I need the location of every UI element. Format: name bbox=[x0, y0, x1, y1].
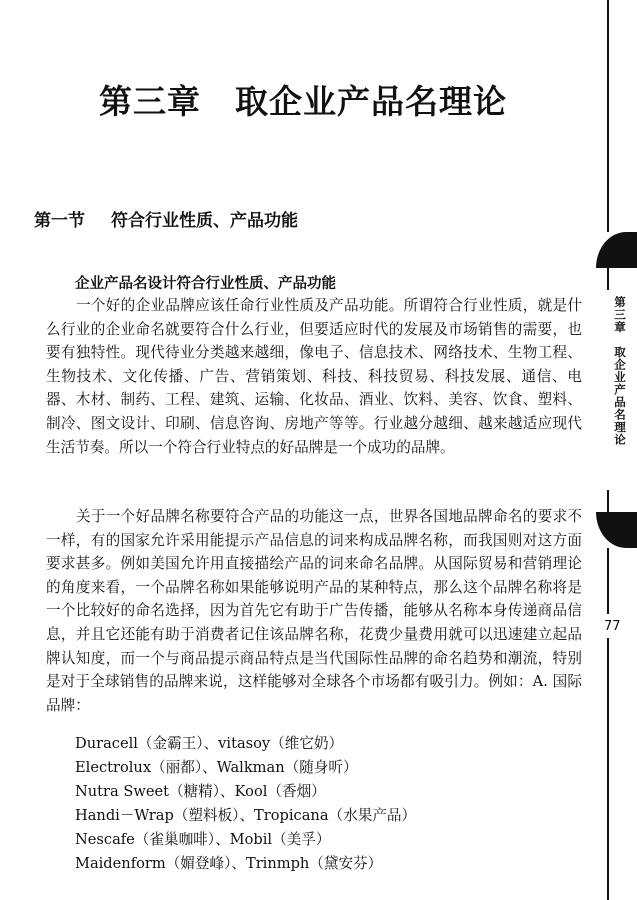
brand-example-line: Handi－Wrap（塑料板）、Tropicana（水果产品） bbox=[75, 807, 417, 824]
side-rule-upper bbox=[607, 268, 609, 290]
brand-example-line: Nescafe（雀巢咖啡）、Mobil（美孚） bbox=[75, 831, 331, 848]
brand-example-line: Electrolux（丽都）、Walkman（随身听） bbox=[75, 759, 358, 776]
side-chapter-label: 第三章 取企业产品名理论 bbox=[613, 296, 627, 446]
brand-example-line: Maidenform（媚登峰）、Trinmph（黛安芬） bbox=[75, 855, 383, 872]
side-rule-bottom bbox=[607, 638, 609, 900]
brand-example-line: Duracell（金霸王）、vitasoy（维它奶） bbox=[75, 735, 344, 752]
chapter-title: 第三章 取企业产品名理论 bbox=[99, 82, 507, 121]
brand-example-line: Nutra Sweet（糖精）、Kool（香烟） bbox=[75, 783, 326, 800]
side-tab-top-block bbox=[596, 232, 637, 268]
section-heading bbox=[34, 206, 298, 231]
body-paragraph-1: 一个好的企业品牌应该任命行业性质及产品功能。所谓符合行业性质，就是什么行业的企业命名就要符合什么行业，但要适应时代的发展及市场销售的需要，也要有独特性。现代待业分类越来越细，像电子、信息技术、网络技术、生物工程、生物技术、文化传播、广告、营销策划、科技、科技贸易、科技发展、通信、电器、木材、制药、工程、建筑、运输、化妆品、酒业、饮料、美容、饮食、塑料、制冷、图文设计、印刷、信息咨询、房地产等等。行业越分越细、越来越适应现代生活节奏。所以一个符合行业特点的好品牌是一个成功的品牌。 bbox=[46, 297, 582, 456]
subheading: 企业产品名设计符合行业性质、产品功能 bbox=[75, 276, 336, 292]
section-number: 第一节 bbox=[34, 211, 85, 231]
side-rule-lower bbox=[607, 490, 609, 512]
section-title: 符合行业性质、产品功能 bbox=[111, 211, 298, 231]
side-rule-mid bbox=[607, 548, 609, 614]
side-tab-bottom-block bbox=[596, 512, 637, 548]
body-paragraph-2: 关于一个好品牌名称要符合产品的功能这一点，世界各国地品牌命名的要求不一样，有的国家允许采用能提示产品信息的词来构成品牌名称，而我国则对这方面要求甚多。例如美国允许用直接描绘产品的词来命名品牌。从国际贸易和营销理论的角度来看，一个品牌名称如果能够说明产品的某种特点，那么这个品牌名称将是一个比较好的命名选择，因为首先它有助于广告传播，能够从名称本身传递商品信息，并且它还能有助于消费者记住该品牌名称，花费少量费用就可以迅速建立起品牌认知度，而一个与商品提示商品特点是当代国际性品牌的命名趋势和潮流，特别是对于全球销售的品牌来说，这样能够对全球各个市场都有吸引力。例如：A. 国际品牌： bbox=[46, 508, 582, 714]
side-rule-top bbox=[607, 0, 609, 232]
page-number: 77 bbox=[604, 619, 621, 634]
